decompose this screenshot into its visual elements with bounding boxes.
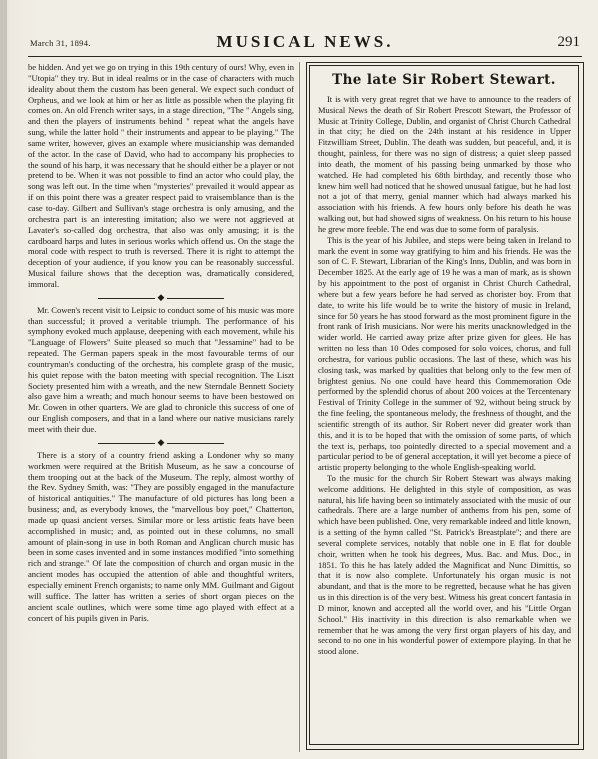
section-divider: [28, 438, 294, 448]
masthead-title: MUSICAL NEWS.: [216, 32, 394, 51]
header-rule: [28, 56, 582, 57]
left-column: [28, 62, 294, 752]
divider-ornament: ◆: [28, 437, 294, 447]
obituary-box: [309, 65, 579, 745]
article-paragraph: Mr. Cowen's recent visit to Leipsic to conduct some of his music was more than successful; it proved a veritable triumph. The performance of his symphony evoked much applause, deepening with each movement, while his "Language of Flowers" Suite pleased so much that "Jessamine" had to be repeated. The German papers speak in the most favourable terms of our countryman's conducting of the orchestra, his complete grasp of the music, his quiet repose with the baton meeting with special recognition. The Liszt Society presented him with a wreath, and the new Sterndale Bennett Society also gave him a wreath; and much honour seems to have been bestowed on Mr. Cowen in other quarters. We are glad to chronicle this success of one of our English composers, and that in a land where our native musicians rarely meet with their due.: [28, 304, 294, 434]
issue-date: March 31, 1894.: [30, 38, 91, 48]
obituary-paragraph: To the music for the church Sir Robert Stewart was always making welcome additions. He delighted in this style of composition, as was natural, his life having been so intimately associated with the music of our cathedrals. There are a large number of anthems from his pen, some of which have been published. One, very remarkable indeed and little known, is a setting of the hymn called "St. Patrick's Breastplate"; and there are several complete services, notably that noble one in E flat for double choir, written when he took his degrees, Mus. Bac. and Mus. Doc., in 1851. To this he has lately added the Magnificat and Nunc Dimittis, so that it is now also complete. Unfortunately his organ music is not abundant, and that is the more to be regretted, because what he has given us in this direction is of the very best. Witness his great concert fantasia in D minor, known and accepted all the world over, and his "Little Organ School." His inactivity in this direction is also remarkable when we remember that he was among the very first organ players of his day, and second to no one in his wonderful power of extempore playing. In that he stood alone.: [318, 472, 571, 657]
column-divider: [299, 62, 300, 752]
obituary-paragraph: It is with very great regret that we have to announce to the readers of Musical News the death of Sir Robert Prescott Stewart, the Professor of Music at Trinity College, Dublin, and organist of Christ Church Cathedral in that city; he died on the 24th instant at his residence in Upper Fitzwilliam Street, Dublin. The death was sudden, but peaceful, and, it is thought, painless, for there was no sign of distress; a quiet sleep passed into death, the moment of his passing being unmarked by those who watched. He had completed his 68th birthday, and recently those who knew him well had noticed that he showed unusual fatigue, but he had lost not a jot of that merry, genial manner which had always marked his association with his friends. A few hours only before his death he was walking out, but had showed signs of weakness. On his return to his house he grew more feeble. The end was due to some form of paralysis.: [318, 94, 571, 234]
obituary-body: [310, 94, 578, 657]
article-paragraph: There is a story of a country friend asking a Londoner why so many workmen were required at the British Museum, as he saw a concourse of them trooping out at the back of the Museum. The reply, almost worthy of the Rev. Sydney Smith, was: "They are possibly engaged in the manufacture of historical antiquities." The manufacture of old pictures has long been a business; and, as everybody knows, the "marvellous boy poet," Chatterton, made up quasi ancient verses. Similar more or less artistic feats have been accomplished in music; and, as pointed out in these columns, no small amount of plain-song in use in both Roman and Anglican church music has been in some cases invented and in some instances modified "into something rich and strange." Of late the composition of church and organ music in the ancient modes has occupied the attention of able and thoughtful writers, especially eminent French organists; to name only MM. Guilmant and Gigout will suffice. The latter has written a series of short organ pieces on the ancient scale outlines, which were some time ago played with effect at a concert of his pupils given in Paris.: [28, 449, 294, 623]
obituary-paragraph: This is the year of his Jubilee, and steps were being taken in Ireland to mark the event in some way gratifying to him and his friends. He was the son of C. F. Stewart, Librarian of the King's Inns, Dublin, and was born in December 1825. At the early age of 19 he was a man of mark, as is shown by his appointment to the post of organist in Christ Church Cathedral, where but a few years before he had served as chorister boy. From that date, to write his life would be to write the history of music in Ireland, since for 50 years he has stood forward as the most prominent figure in the front rank of Irish musicians. Nor were his merits unacknowledged in the wider world. He carried away prize after prize given for glees. He has written no less than 10 Odes composed for solo voices, chorus, and full orchestra, for various public occasions. The last of these, which was his closing task, was marked by qualities that belong only to the few men of brightest genius. No one could have heard this Commemoration Ode performed by the splendid chorus of about 200 voices at the Tercentenary Festival of Trinity College in the summer of '92, without being struck by the fine feeling, the spontaneous melody, the freshness of thought, and the scientific strength of its author. Sir Robert never did greater work than this, and it is to be hoped that with the omission of some parts, of which the text is, perhaps, too pointedly directed to a special movement and a particular period to be of general acceptation, it will yet become a piece of artistic property belonging to the whole English-speaking world.: [318, 234, 571, 473]
article-paragraph: be hidden. And yet we go on trying in this 19th century of ours! Why, even in "Utopia" they try. But in ideal realms or in the case of characters with much ideality about them the custom has been general. We expect such conduct of Orpheus, and we look at him or her as little as possible when the playing fit comes on. An old French writer says, in a stage direction, "The " Angels sing, and then the players of instruments behind " repeat what the angels have sung, while the latter hold " their instruments and appear to be playing." The same writer, however, gives an example where musicianship was demanded of the actor. In the case of David, who had to accompany his prophecies to the sound of his harp, it was necessary that he should either be a player or not pretend to be. When it was not possible to find an actor who could play, the song was left out. In the time when "mysteries" prevailed it would appear as if on this point there was a greater respect paid to vraisemblance than is the case to-day. Gilbert and Sullivan's stage orchestra is only amusing, and the orchestra part is an interesting imitation; also we were not aggrieved at Lavater's so-called dog orchestra, that also was only amusing; it is the cardboard harps and lutes in serious works which offend us. On the stage the moral code with respect to truth is reversed. There it is right to attempt the deception of your audience, if you know you can be reasonably successful. Musical failure shows that the deception was, dramatically considered, immoral.: [28, 62, 294, 289]
section-divider: [28, 293, 294, 303]
page-bottom-fade: [28, 734, 294, 752]
page-header: [26, 30, 584, 54]
page-number: 291: [557, 34, 580, 50]
divider-ornament: ◆: [28, 292, 294, 302]
obituary-title: The late Sir Robert Stewart.: [332, 72, 556, 88]
page-spine-shadow: [0, 0, 7, 759]
right-column: [306, 62, 586, 752]
